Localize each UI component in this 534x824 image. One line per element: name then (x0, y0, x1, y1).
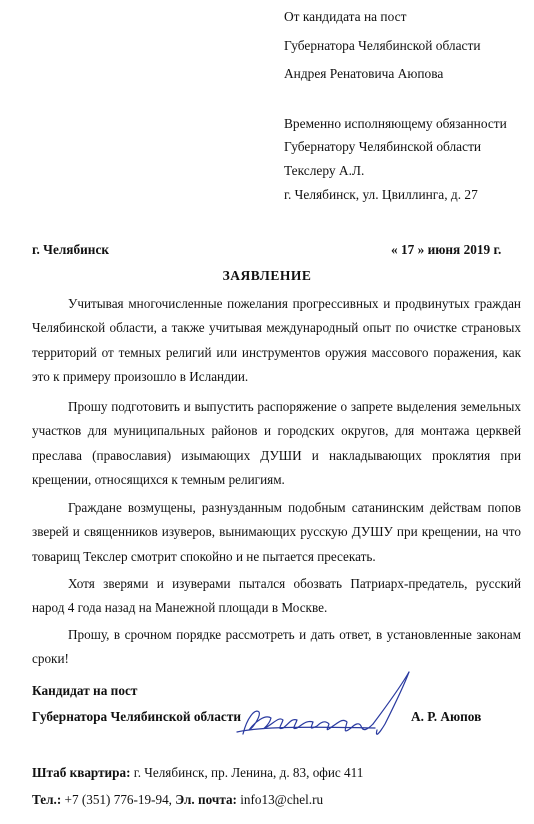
sender-line-2: Губернатора Челябинской области (284, 38, 481, 53)
sender-line-3: Андрея Ренатовича Аюпова (284, 66, 444, 81)
date: « 17 » июня 2019 г. (391, 242, 502, 257)
signature-title-line-2: Губернатора Челябинской области (32, 709, 242, 724)
recipient-line-3: Текслеру А.Л. (284, 163, 365, 178)
paragraph-1: Учитывая многочисленные пожелания прогрессивных и продвинутых граждан Челябинской области, а также учитывая международный опыт по очистке страновых территорий от темных религий или инструментов оружия массового поражения, как это к примеру произошло в Исландии. (32, 296, 521, 385)
sender-line-1: От кандидата на пост (284, 9, 407, 24)
place: г. Челябинск (32, 242, 110, 257)
recipient-line-2: Губернатору Челябинской области (284, 139, 482, 154)
recipient-line-1: Временно исполняющему обязанности (284, 116, 507, 131)
handwritten-signature (225, 668, 425, 748)
contacts-line: Тел.: +7 (351) 776-19-94, Эл. почта: info13@chel.ru (32, 792, 324, 807)
document-title: ЗАЯВЛЕНИЕ (222, 268, 312, 283)
recipient-address: г. Челябинск, ул. Цвиллинга, д. 27 (284, 187, 478, 202)
headquarters-line: Штаб квартира: г. Челябинск, пр. Ленина, д. 83, офис 411 (32, 765, 364, 780)
signature-title-line-1: Кандидат на пост (32, 683, 138, 698)
paragraph-3: Граждане возмущены, разнузданным подобным сатанинским действам попов зверей и священников изуверов, вынимающих русскую ДУШУ при крещении, на что товарищ Текслер смотрит спокойно и не пытается пресекать. (32, 500, 521, 564)
paragraph-4: Хотя зверями и изуверами пытался обозвать Патриарх-предатель, русский народ 4 года назад на Манежной площади в Москве. (32, 576, 521, 616)
email-address: info13@chel.ru (236, 792, 324, 807)
signatory-name: А. Р. Аюпов (411, 709, 482, 724)
paragraph-5: Прошу, в срочном порядке рассмотреть и дать ответ, в установленные законам сроки! (32, 627, 521, 667)
paragraph-2: Прошу подготовить и выпустить распоряжение о запрете выделения земельных участков для муниципальных районов и городских округов, для монтажа церквей преслава (православия) изымающих ДУШИ и накладывающих проклятия при крещении, относящихся к темным религиям. (32, 399, 521, 488)
